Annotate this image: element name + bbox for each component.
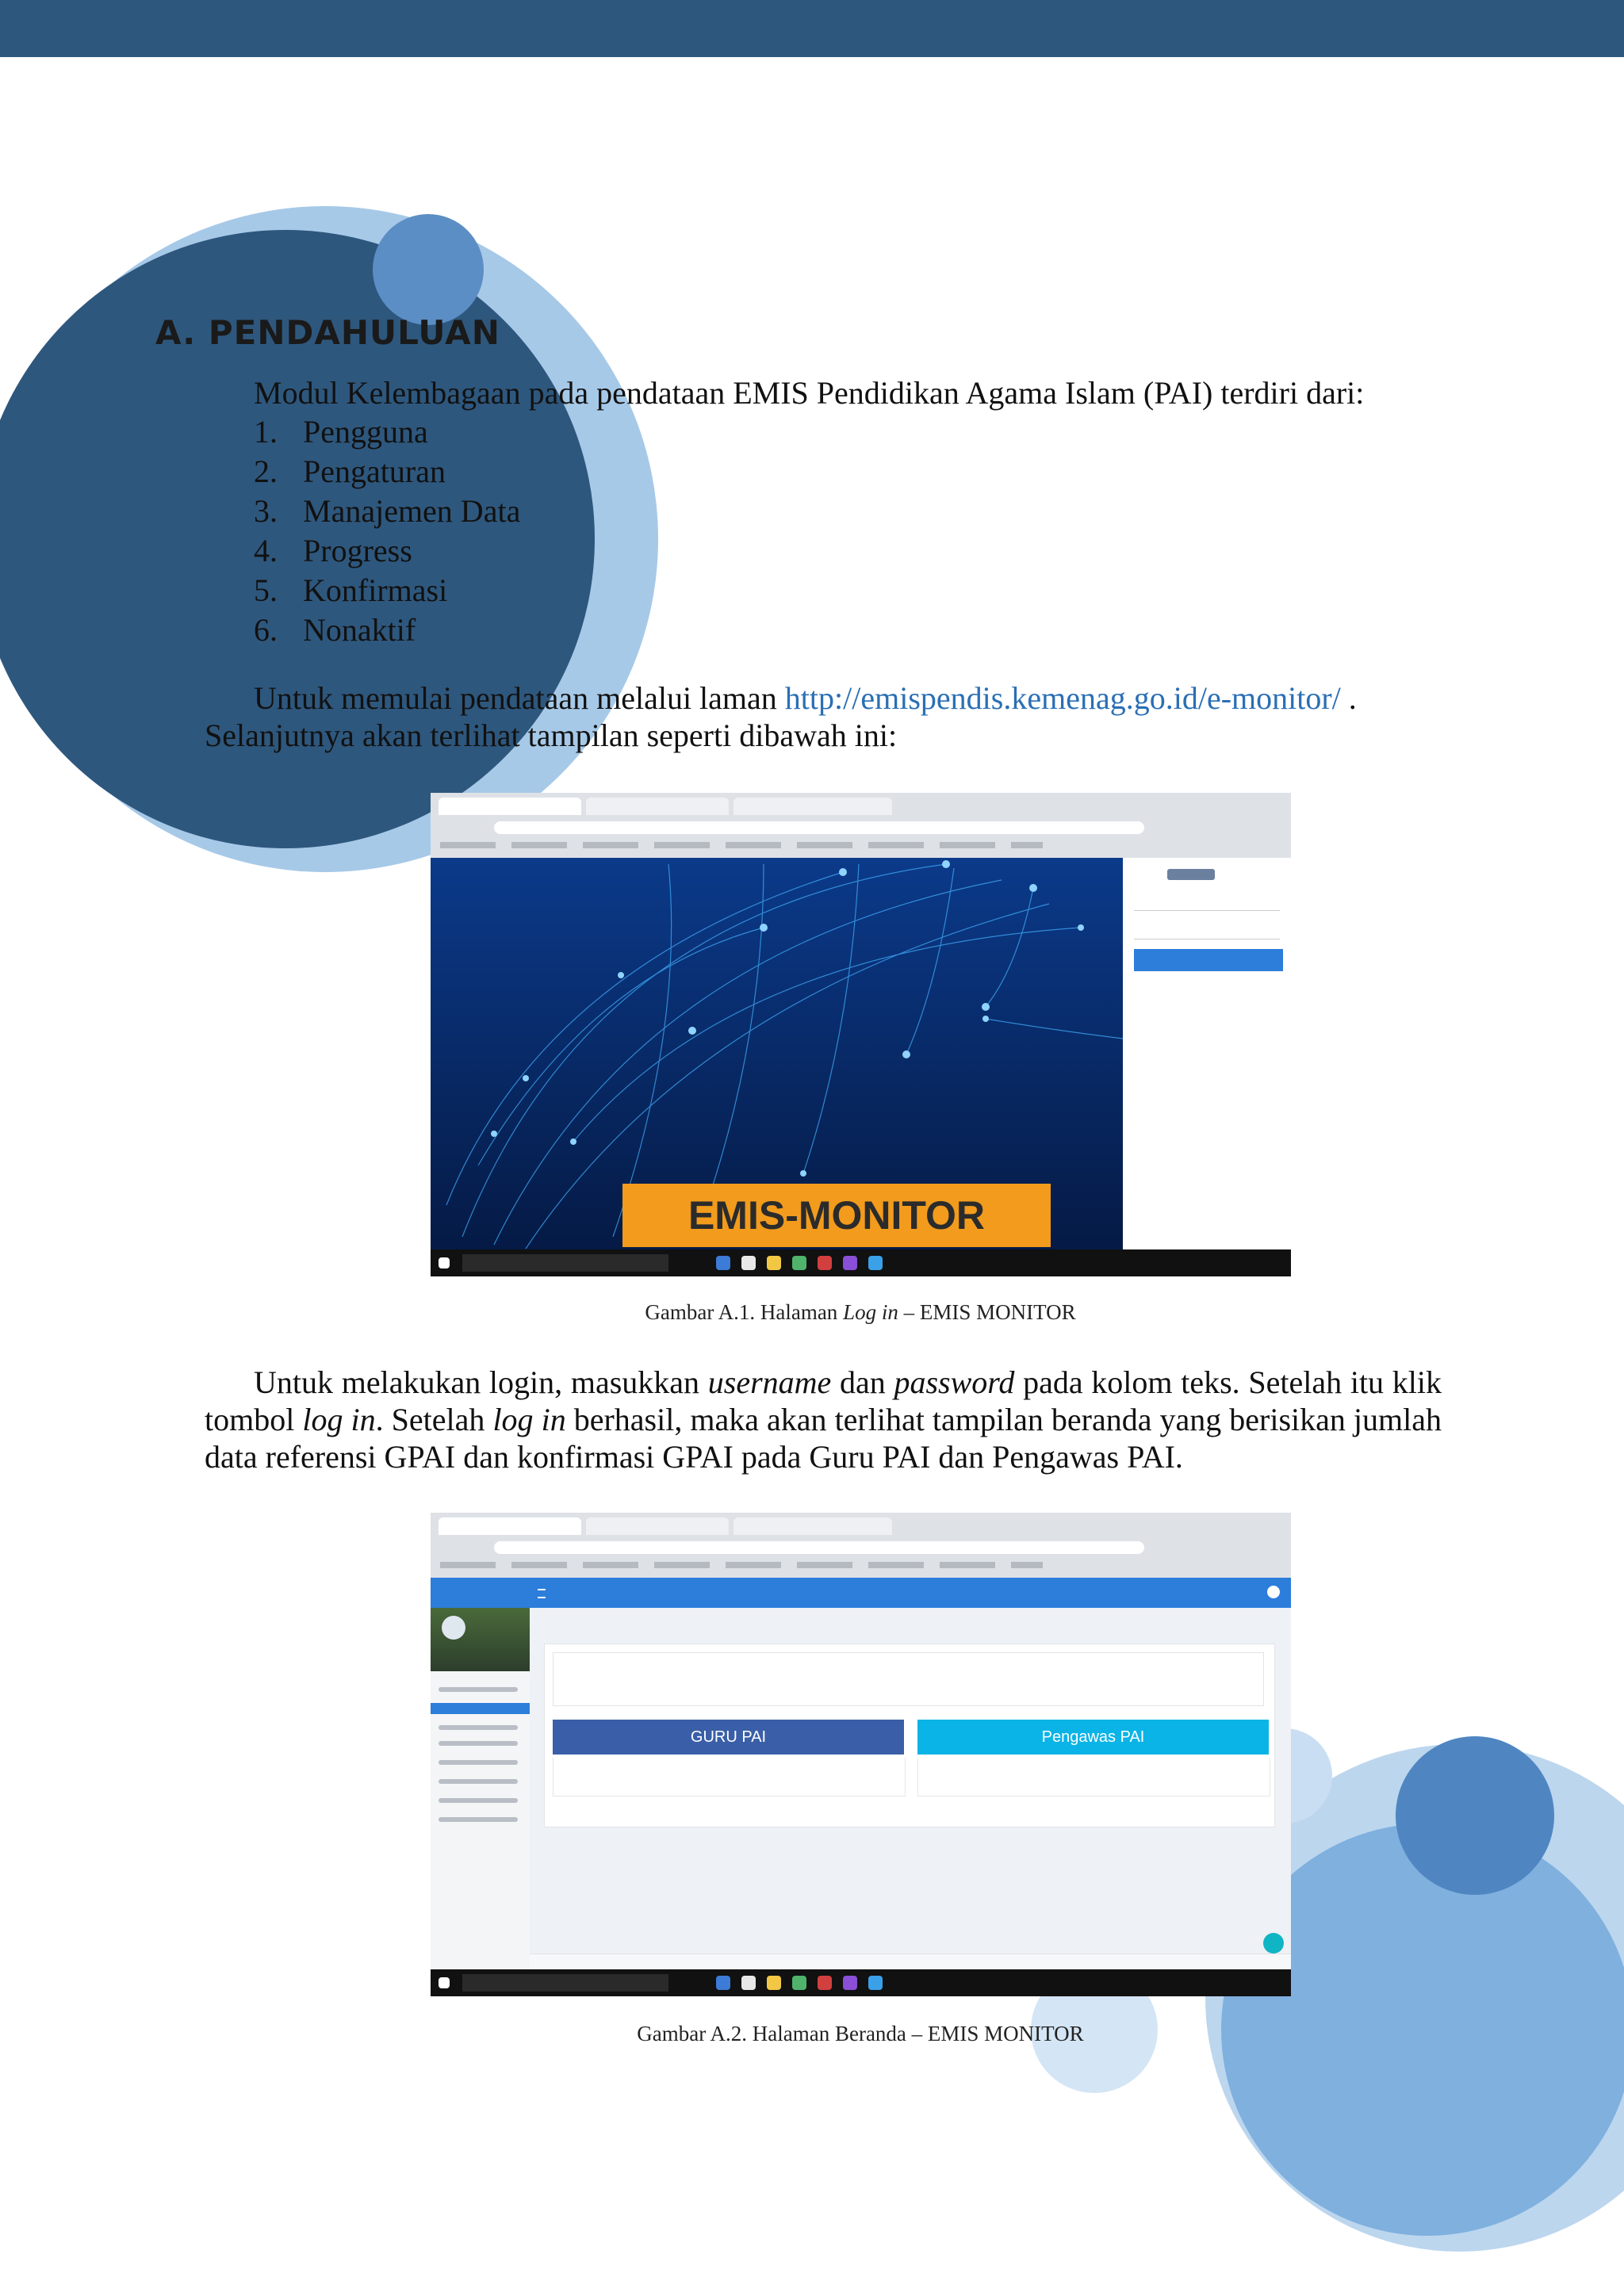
- username-field[interactable]: [1134, 891, 1280, 911]
- list-number: 4.: [254, 533, 278, 568]
- dashboard-card: [544, 1644, 1275, 1827]
- list-text: Pengguna: [303, 414, 428, 450]
- taskbar-app-icon[interactable]: [741, 1256, 756, 1270]
- list-item: [254, 492, 520, 531]
- sidebar-item[interactable]: [431, 1703, 530, 1714]
- taskbar-app-icon[interactable]: [818, 1976, 832, 1990]
- login-intro-line1: [205, 679, 1442, 717]
- floating-action-button[interactable]: [1263, 1933, 1284, 1954]
- list-text: Nonaktif: [303, 612, 416, 648]
- figure-caption-1: [0, 1300, 1624, 1325]
- taskbar-app-icon[interactable]: [792, 1256, 806, 1270]
- browser-tab[interactable]: [733, 1517, 892, 1535]
- login-button[interactable]: [1134, 949, 1283, 971]
- guru-pai-stats: [553, 1758, 906, 1797]
- list-text: Pengaturan: [303, 453, 446, 489]
- section-heading: A. PENDAHULUAN: [155, 313, 500, 352]
- address-bar[interactable]: [494, 821, 1144, 834]
- sidebar-item[interactable]: [439, 1779, 518, 1784]
- login-intro-paragraph: [205, 679, 1442, 754]
- sidebar-item[interactable]: [439, 1741, 518, 1746]
- taskbar-app-icon[interactable]: [818, 1256, 832, 1270]
- taskbar-app-icon[interactable]: [741, 1976, 756, 1990]
- list-text: Manajemen Data: [303, 493, 521, 529]
- menu-icon[interactable]: [538, 1589, 546, 1598]
- login-page-screenshot: [431, 793, 1291, 1276]
- list-item: [254, 610, 520, 650]
- sidebar-item[interactable]: [439, 1687, 518, 1692]
- list-item: [254, 412, 520, 452]
- sidebar-item[interactable]: [439, 1798, 518, 1803]
- sidebar-item[interactable]: [439, 1725, 518, 1730]
- taskbar-app-icon[interactable]: [792, 1976, 806, 1990]
- sidebar-profile: [431, 1608, 530, 1671]
- login-steps-text: pada kolom teks. Setelah itu klik tombol: [205, 1364, 1442, 1437]
- taskbar-app-icon[interactable]: [716, 1976, 730, 1990]
- module-list: [254, 412, 520, 650]
- browser-tab[interactable]: [586, 798, 729, 815]
- guru-pai-button[interactable]: GURU PAI: [553, 1720, 904, 1755]
- sidebar-item[interactable]: [439, 1760, 518, 1765]
- list-number: 5.: [254, 572, 278, 608]
- login-steps-text: Untuk melakukan login, masukkan: [254, 1364, 708, 1400]
- browser-tab[interactable]: [733, 798, 892, 815]
- taskbar-app-icon[interactable]: [716, 1256, 730, 1270]
- login-intro-lead: Untuk memulai pendataan melalui laman: [254, 680, 785, 716]
- login-intro-line2: Selanjutnya akan terlihat tampilan seperti dibawah ini:: [205, 718, 898, 753]
- intro-paragraph: Modul Kelembagaan pada pendataan EMIS Pendidikan Agama Islam (PAI) terdiri dari:: [254, 375, 1365, 411]
- avatar: [442, 1616, 465, 1640]
- deco-circle-mid-top: [373, 214, 484, 325]
- login-steps-text: dan: [831, 1364, 894, 1400]
- list-number: 2.: [254, 453, 278, 489]
- list-number: 1.: [254, 414, 278, 450]
- login-term: log in: [302, 1402, 376, 1437]
- taskbar-app-icon[interactable]: [868, 1256, 883, 1270]
- deco-circle-dark-bottom: [1396, 1736, 1554, 1895]
- bookmarks-bar: [440, 842, 1043, 848]
- browser-tab[interactable]: [439, 798, 581, 815]
- welcome-notice: [553, 1652, 1264, 1706]
- user-icon[interactable]: [1267, 1586, 1280, 1598]
- list-item: [254, 531, 520, 571]
- login-steps-paragraph: [205, 1364, 1442, 1475]
- login-intro-dot: .: [1340, 680, 1357, 716]
- dashboard-screenshot: [431, 1513, 1291, 1996]
- emis-monitor-banner: EMIS-MONITOR: [622, 1184, 1051, 1247]
- login-steps-text: berhasil, maka akan terlihat tampilan beranda yang berisikan jumlah data referensi GPAI dan konfirmasi GPAI pada Guru PAI dan Pengawas PAI.: [205, 1402, 1442, 1475]
- taskbar-app-icon[interactable]: [767, 1976, 781, 1990]
- browser-tab[interactable]: [439, 1517, 581, 1535]
- bookmarks-bar: [440, 1562, 1043, 1568]
- caption1-pre: Gambar A.1. Halaman: [645, 1300, 844, 1324]
- list-number: 3.: [254, 493, 278, 529]
- taskbar-app-icon[interactable]: [843, 1976, 857, 1990]
- taskbar-app-icon[interactable]: [868, 1976, 883, 1990]
- login-term: log in: [492, 1402, 566, 1437]
- taskbar-search-box[interactable]: [462, 1974, 668, 1992]
- figure-caption-2: Gambar A.2. Halaman Beranda – EMIS MONITOR: [637, 2022, 1084, 2045]
- list-text: Konfirmasi: [303, 572, 448, 608]
- dashboard-footer: [530, 1954, 1291, 1970]
- list-item: [254, 571, 520, 610]
- browser-chrome: [431, 793, 1291, 858]
- windows-taskbar: [431, 1249, 1291, 1276]
- browser-chrome: [431, 1513, 1291, 1578]
- username-term: username: [707, 1364, 832, 1400]
- emis-url-link[interactable]: http://emispendis.kemenag.go.id/e-monitor/: [784, 680, 1341, 716]
- taskbar-search-box[interactable]: [462, 1254, 668, 1272]
- list-number: 6.: [254, 612, 278, 648]
- caption1-post: – EMIS MONITOR: [898, 1300, 1076, 1324]
- login-steps-text: . Setelah: [375, 1402, 493, 1437]
- windows-start-icon[interactable]: [439, 1257, 450, 1269]
- sidebar-item[interactable]: [439, 1817, 518, 1822]
- login-panel: [1123, 858, 1291, 1249]
- app-logo: [1167, 869, 1215, 880]
- pengawas-pai-button[interactable]: Pengawas PAI: [917, 1720, 1269, 1755]
- password-term: password: [894, 1364, 1015, 1400]
- caption1-italic: Log in: [843, 1300, 898, 1324]
- list-item: [254, 452, 520, 492]
- dashboard-main: [530, 1608, 1291, 1969]
- dashboard-sidebar: [431, 1608, 530, 1969]
- pengawas-pai-stats: [917, 1758, 1270, 1797]
- list-text: Progress: [303, 533, 412, 568]
- windows-start-icon[interactable]: [439, 1977, 450, 1988]
- dashboard-header: [431, 1578, 1291, 1608]
- windows-taskbar: [431, 1969, 1291, 1996]
- address-bar[interactable]: [494, 1541, 1144, 1554]
- password-field[interactable]: [1134, 920, 1280, 939]
- taskbar-app-icon[interactable]: [843, 1256, 857, 1270]
- browser-tab[interactable]: [586, 1517, 729, 1535]
- taskbar-app-icon[interactable]: [767, 1256, 781, 1270]
